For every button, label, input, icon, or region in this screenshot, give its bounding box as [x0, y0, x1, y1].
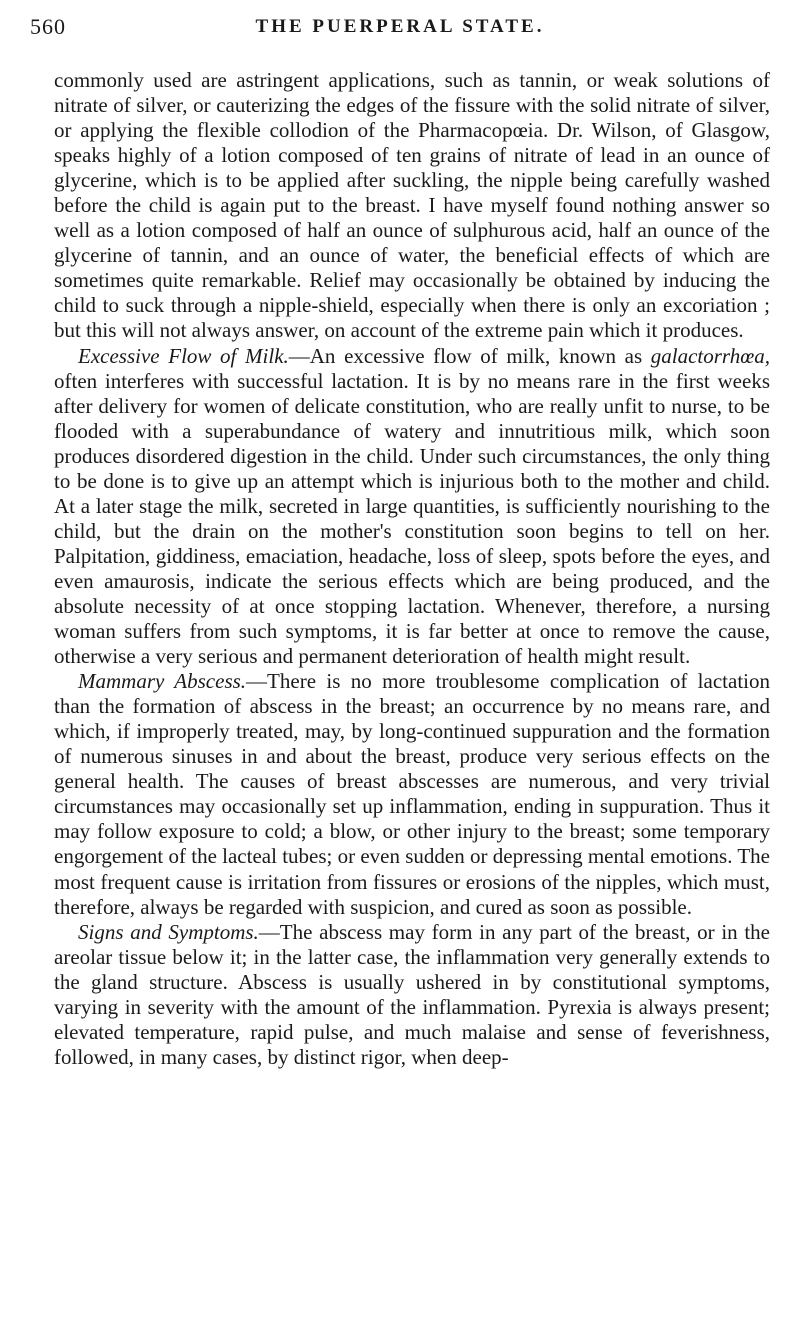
- section-heading-mammary-abscess: Mammary Abscess.: [78, 669, 247, 694]
- paragraph-mammary-abscess: [54, 669, 770, 919]
- running-head: THE PUERPERAL STATE.: [255, 16, 545, 37]
- paragraph-text: often interferes with successful lactation. It is by no means rare in the first weeks after delivery for women of delicate constitution, who are really unfit to nurse, to be flooded with a superabundance of watery and innutritious milk, which soon produces disordered digestion in the child. Under such circumstances, the only thing to be done is to give up an attempt which is injurious both to the mother and child. At a later stage the milk, secreted in large quantities, is sufficiently nourishing to the child, but the drain on the mother's constitution soon begins to tell on her. Palpitation, giddiness, emaciation, headache, loss of sleep, spots before the eyes, and even amaurosis, indicate the serious effects which are being produced, and the absolute necessity of at once stopping lactation. Whenever, therefore, a nursing woman suffers from such symptoms, it is far better at once to remove the cause, otherwise a very serious and permanent deterioration of health might result.: [54, 368, 770, 669]
- paragraph-excessive-flow: [54, 344, 770, 670]
- paragraph-text-lead: —An excessive flow of milk, known as: [288, 343, 651, 368]
- paragraph-text: —The abscess may form in any part of the breast, or in the areolar tissue below it; in the latter case, the inflammation very generally extends to the gland structure. Abscess is usually ushered in by constitutional symptoms, varying in severity with the amount of the inflammation. Pyrexia is always present; elevated temperature, rapid pulse, and much malaise and sense of feverishness, followed, in many cases, by distinct rigor, when deep-: [54, 919, 770, 1069]
- page-number: 560: [30, 14, 66, 39]
- section-heading-excessive-flow: Excessive Flow of Milk.: [78, 343, 289, 368]
- page-header: [30, 14, 770, 48]
- paragraph-text: —There is no more troublesome complication of lactation than the formation of abscess in the breast; an occurrence by no means rare, and which, if improperly treated, may, by long-continued suppuration and the formation of numerous sinuses in and about the breast, produce very serious effects on the general health. The causes of breast abscesses are numerous, and very trivial circumstances may occasionally set up inflammation, ending in suppuration. Thus it may follow exposure to cold; a blow, or other injury to the breast; some temporary engorgement of the lacteal tubes; or even sudden or depressing mental emotions. The most frequent cause is irritation from fissures or erosions of the nipples, which must, therefore, always be regarded with suspicion, and cured as soon as possible.: [54, 669, 770, 919]
- body-text: [54, 68, 770, 1070]
- section-heading-signs-symptoms: Signs and Symptoms.: [78, 919, 259, 944]
- paragraph-text: commonly used are astringent applications, such as tannin, or weak solutions of nitrate of silver, or cauterizing the edges of the fissure with the solid nitrate of silver, or applying the flexible collodion of the Pharmacopœia. Dr. Wilson, of Glasgow, speaks highly of a lotion composed of ten grains of nitrate of lead in an ounce of glycerine, which is to be applied after suckling, the nipple being carefully washed before the child is again put to the breast. I have myself found nothing answer so well as a lotion composed of half an ounce of sulphurous acid, half an ounce of the glycerine of tannin, and an ounce of water, the beneficial effects of which are sometimes quite remarkable. Relief may occasionally be obtained by inducing the child to suck through a nipple-shield, especially when there is only an excoriation ; but this will not always answer, on account of the extreme pain which it produces.: [54, 68, 770, 343]
- paragraph-signs-symptoms: [54, 920, 770, 1070]
- italic-term-galactorrhoea: galactorrhœa,: [650, 343, 770, 368]
- paragraph-fissure-treatment: [54, 68, 770, 344]
